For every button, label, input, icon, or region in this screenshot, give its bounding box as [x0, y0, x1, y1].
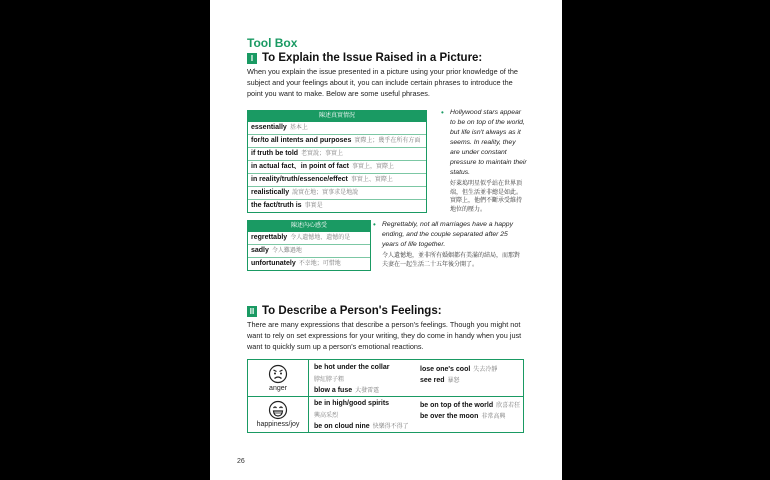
table-row: sadly 令人難過地: [248, 245, 370, 258]
table-row: realistically 說實在地；實事求是地說: [248, 187, 426, 200]
table-row: if truth be told 老實說；事實上: [248, 148, 426, 161]
table-row: [248, 360, 523, 397]
section-1-number: I: [247, 53, 257, 64]
table-row: for/to all intents and purposes 實際上；幾乎在所有方面: [248, 135, 426, 148]
true-situation-table: [247, 110, 427, 213]
section-2-heading: [247, 305, 442, 317]
phrase: be on top of the world 欣喜若狂: [420, 402, 521, 409]
phrase: see red 暴怒: [420, 377, 460, 384]
table-row: essentially 基本上: [248, 122, 426, 135]
section-1-paragraph: When you explain the issue presented in a picture using your prior knowledge of the subject and your feelings about it, you can include certain phrases to introduce the point you want to make. Below are some useful phrases.: [247, 67, 518, 98]
emotion-label: happiness/joy: [256, 421, 300, 428]
table-row: unfortunately 不幸地；可惜地: [251, 260, 341, 267]
phrase-translation: 興高采烈: [314, 413, 339, 419]
emotion-label: anger: [269, 385, 287, 392]
phrase: be in high/good spirits: [314, 400, 390, 407]
section-2-paragraph: There are many expressions that describe a person's feelings. Though you might not want to rely on set expressions for your writing, they do come in handy when you just want to quickly sum up a person's emotional reactions.: [247, 320, 522, 351]
table-row: [248, 396, 523, 432]
emotion-cell: [248, 360, 309, 396]
emotion-cell: [248, 396, 309, 432]
phrase: be on cloud nine 快樂得不得了: [314, 423, 409, 430]
toolbox-title: Tool Box: [247, 36, 298, 50]
section-1-title: To Explain the Issue Raised in a Picture:: [262, 52, 483, 64]
table-row: the fact/truth is 事實是: [251, 202, 323, 209]
feelings-table: [247, 359, 524, 433]
angry-face-icon: [268, 364, 288, 384]
phrase: lose one's cool 失去冷靜: [420, 366, 498, 373]
table-row: in actual fact、in point of fact 事實上，實際上: [248, 161, 426, 174]
table-header: 陳述內心感受: [248, 221, 370, 232]
example-note-2: Regrettably, not all marriages have a happy ending, and the couple separated after 25 years of life together. 令人遺憾地，並非所有婚姻都有美滿的結局，而那對夫妻在一起生活二十五年後分開了。: [382, 221, 521, 268]
example-note-1: Hollywood stars appear to be on top of the world, but life isn't always as it seems. In reality, they are under constant pressure to maintain their status. 好萊塢明星似乎站在世界頂端，但生活並非總是如此。實際上，他們不斷承受維持地位的壓力。: [450, 109, 527, 213]
phrase-translation: 脖紅脖子粗: [314, 377, 345, 383]
bullet-icon: •: [373, 220, 376, 229]
section-1-heading: [247, 52, 482, 64]
bullet-icon: •: [441, 108, 444, 117]
section-2-number: II: [247, 306, 257, 317]
phrase: be hot under the collar: [314, 364, 390, 371]
phrase: blow a fuse 大發雷霆: [314, 387, 380, 394]
table-row: regrettably 令人遺憾地、遺憾的是: [248, 232, 370, 245]
book-page: [210, 0, 562, 480]
inner-feelings-table: [247, 220, 371, 271]
section-2-title: To Describe a Person's Feelings:: [262, 305, 442, 317]
happy-face-icon: [268, 400, 288, 420]
page-number: 26: [237, 458, 245, 465]
table-header: 陳述真實情況: [248, 111, 426, 122]
table-row: in reality/truth/essence/effect 事實上、實際上: [248, 174, 426, 187]
phrase: be over the moon 非常高興: [420, 413, 506, 420]
